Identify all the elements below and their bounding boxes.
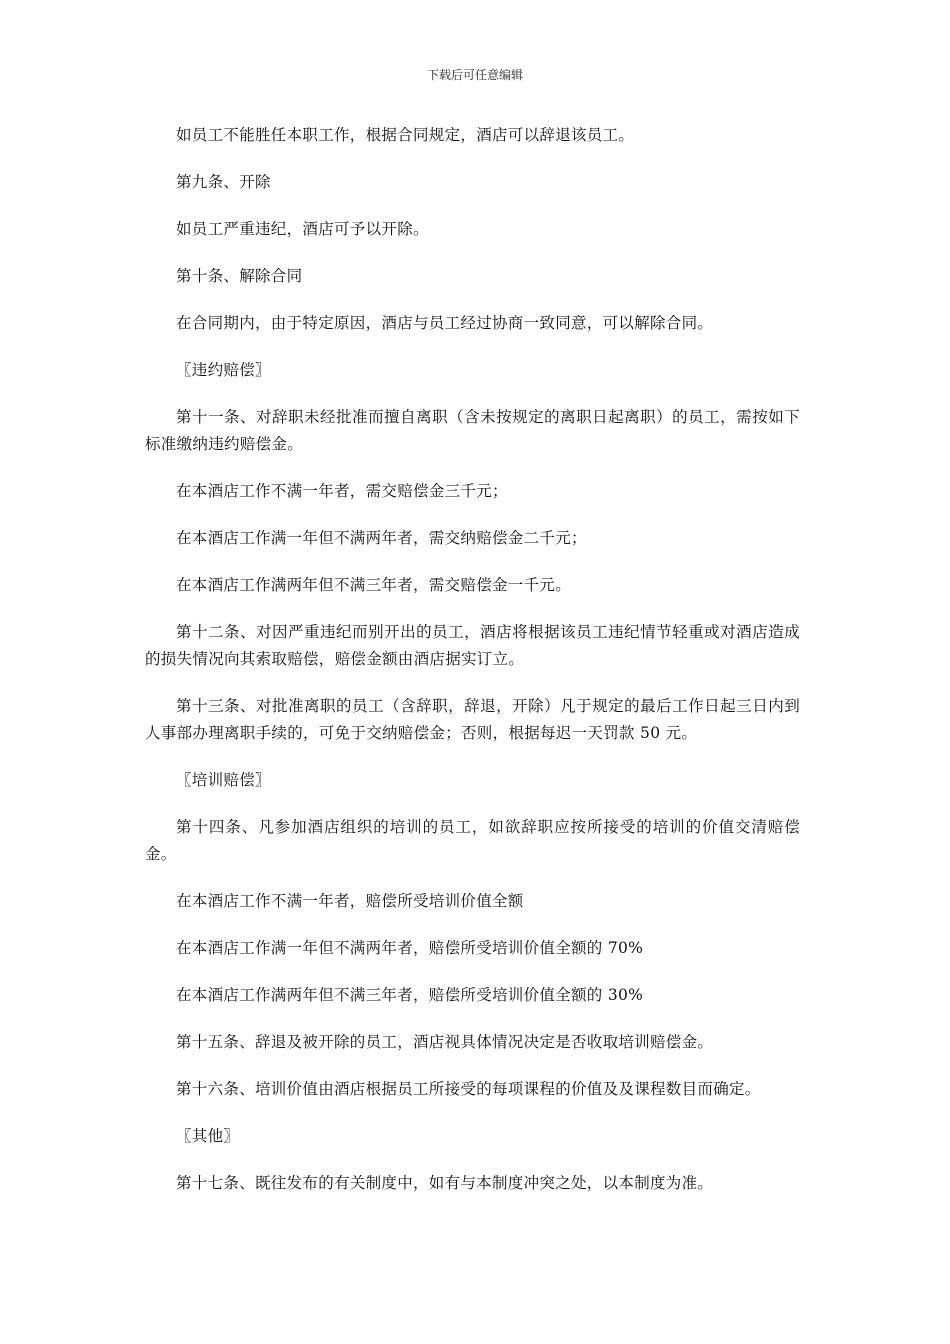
- article-16: 第十六条、培训价值由酒店根据员工所接受的每项课程的价值及及课程数目而确定。: [176, 1080, 761, 1098]
- section-breach-compensation: 〖违约赔偿〗: [176, 361, 271, 379]
- article-15: 第十五条、辞退及被开除的员工，酒店视具体情况决定是否收取培训赔偿金。: [176, 1033, 714, 1051]
- training-tier-2: 在本酒店工作满一年但不满两年者，赔偿所受培训价值全额的 70%: [176, 939, 644, 957]
- article-9-heading: 第九条、开除: [176, 173, 271, 191]
- article-17: 第十七条、既往发布的有关制度中，如有与本制度冲突之处，以本制度为准。: [176, 1174, 714, 1192]
- paragraph-dismissal-incompetence: 如员工不能胜任本职工作，根据合同规定，酒店可以辞退该员工。: [176, 126, 635, 144]
- article-14: 第十四条、凡参加酒店组织的培训的员工，如欲辞职应按所接受的培训的价值交清赔偿金。: [145, 818, 800, 863]
- document-body: [145, 122, 800, 1217]
- breach-tier-2: 在本酒店工作满一年但不满两年者，需交纳赔偿金二千元；: [176, 529, 587, 547]
- article-10-heading: 第十条、解除合同: [176, 267, 303, 285]
- breach-tier-3: 在本酒店工作满两年但不满三年者，需交赔偿金一千元。: [176, 576, 572, 594]
- training-tier-1: 在本酒店工作不满一年者，赔偿所受培训价值全额: [176, 892, 524, 910]
- article-12: 第十二条、对因严重违纪而别开出的员工，酒店将根据该员工违纪情节轻重或对酒店造成的损失情况向其索取赔偿，赔偿金额由酒店据实订立。: [145, 623, 800, 668]
- page-header: 下载后可任意编辑: [426, 68, 523, 82]
- section-other: 〖其他〗: [176, 1127, 240, 1145]
- article-13: 第十三条、对批准离职的员工（含辞职，辞退，开除）凡于规定的最后工作日起三日内到人事部办理离职手续的，可免于交纳赔偿金；否则，根据每迟一天罚款 50 元。: [145, 697, 800, 742]
- section-training-compensation: 〖培训赔偿〗: [176, 771, 271, 789]
- training-tier-3: 在本酒店工作满两年但不满三年者，赔偿所受培训价值全额的 30%: [176, 986, 644, 1004]
- article-11: 第十一条、对辞职未经批准而擅自离职（含未按规定的离职日起离职）的员工，需按如下标准缴纳违约赔偿金。: [145, 408, 800, 453]
- paragraph-contract-termination: 在合同期内，由于特定原因，酒店与员工经过协商一致同意，可以解除合同。: [176, 314, 714, 332]
- breach-tier-1: 在本酒店工作不满一年者，需交赔偿金三千元；: [176, 482, 508, 500]
- paragraph-expulsion: 如员工严重违纪，酒店可予以开除。: [176, 220, 429, 238]
